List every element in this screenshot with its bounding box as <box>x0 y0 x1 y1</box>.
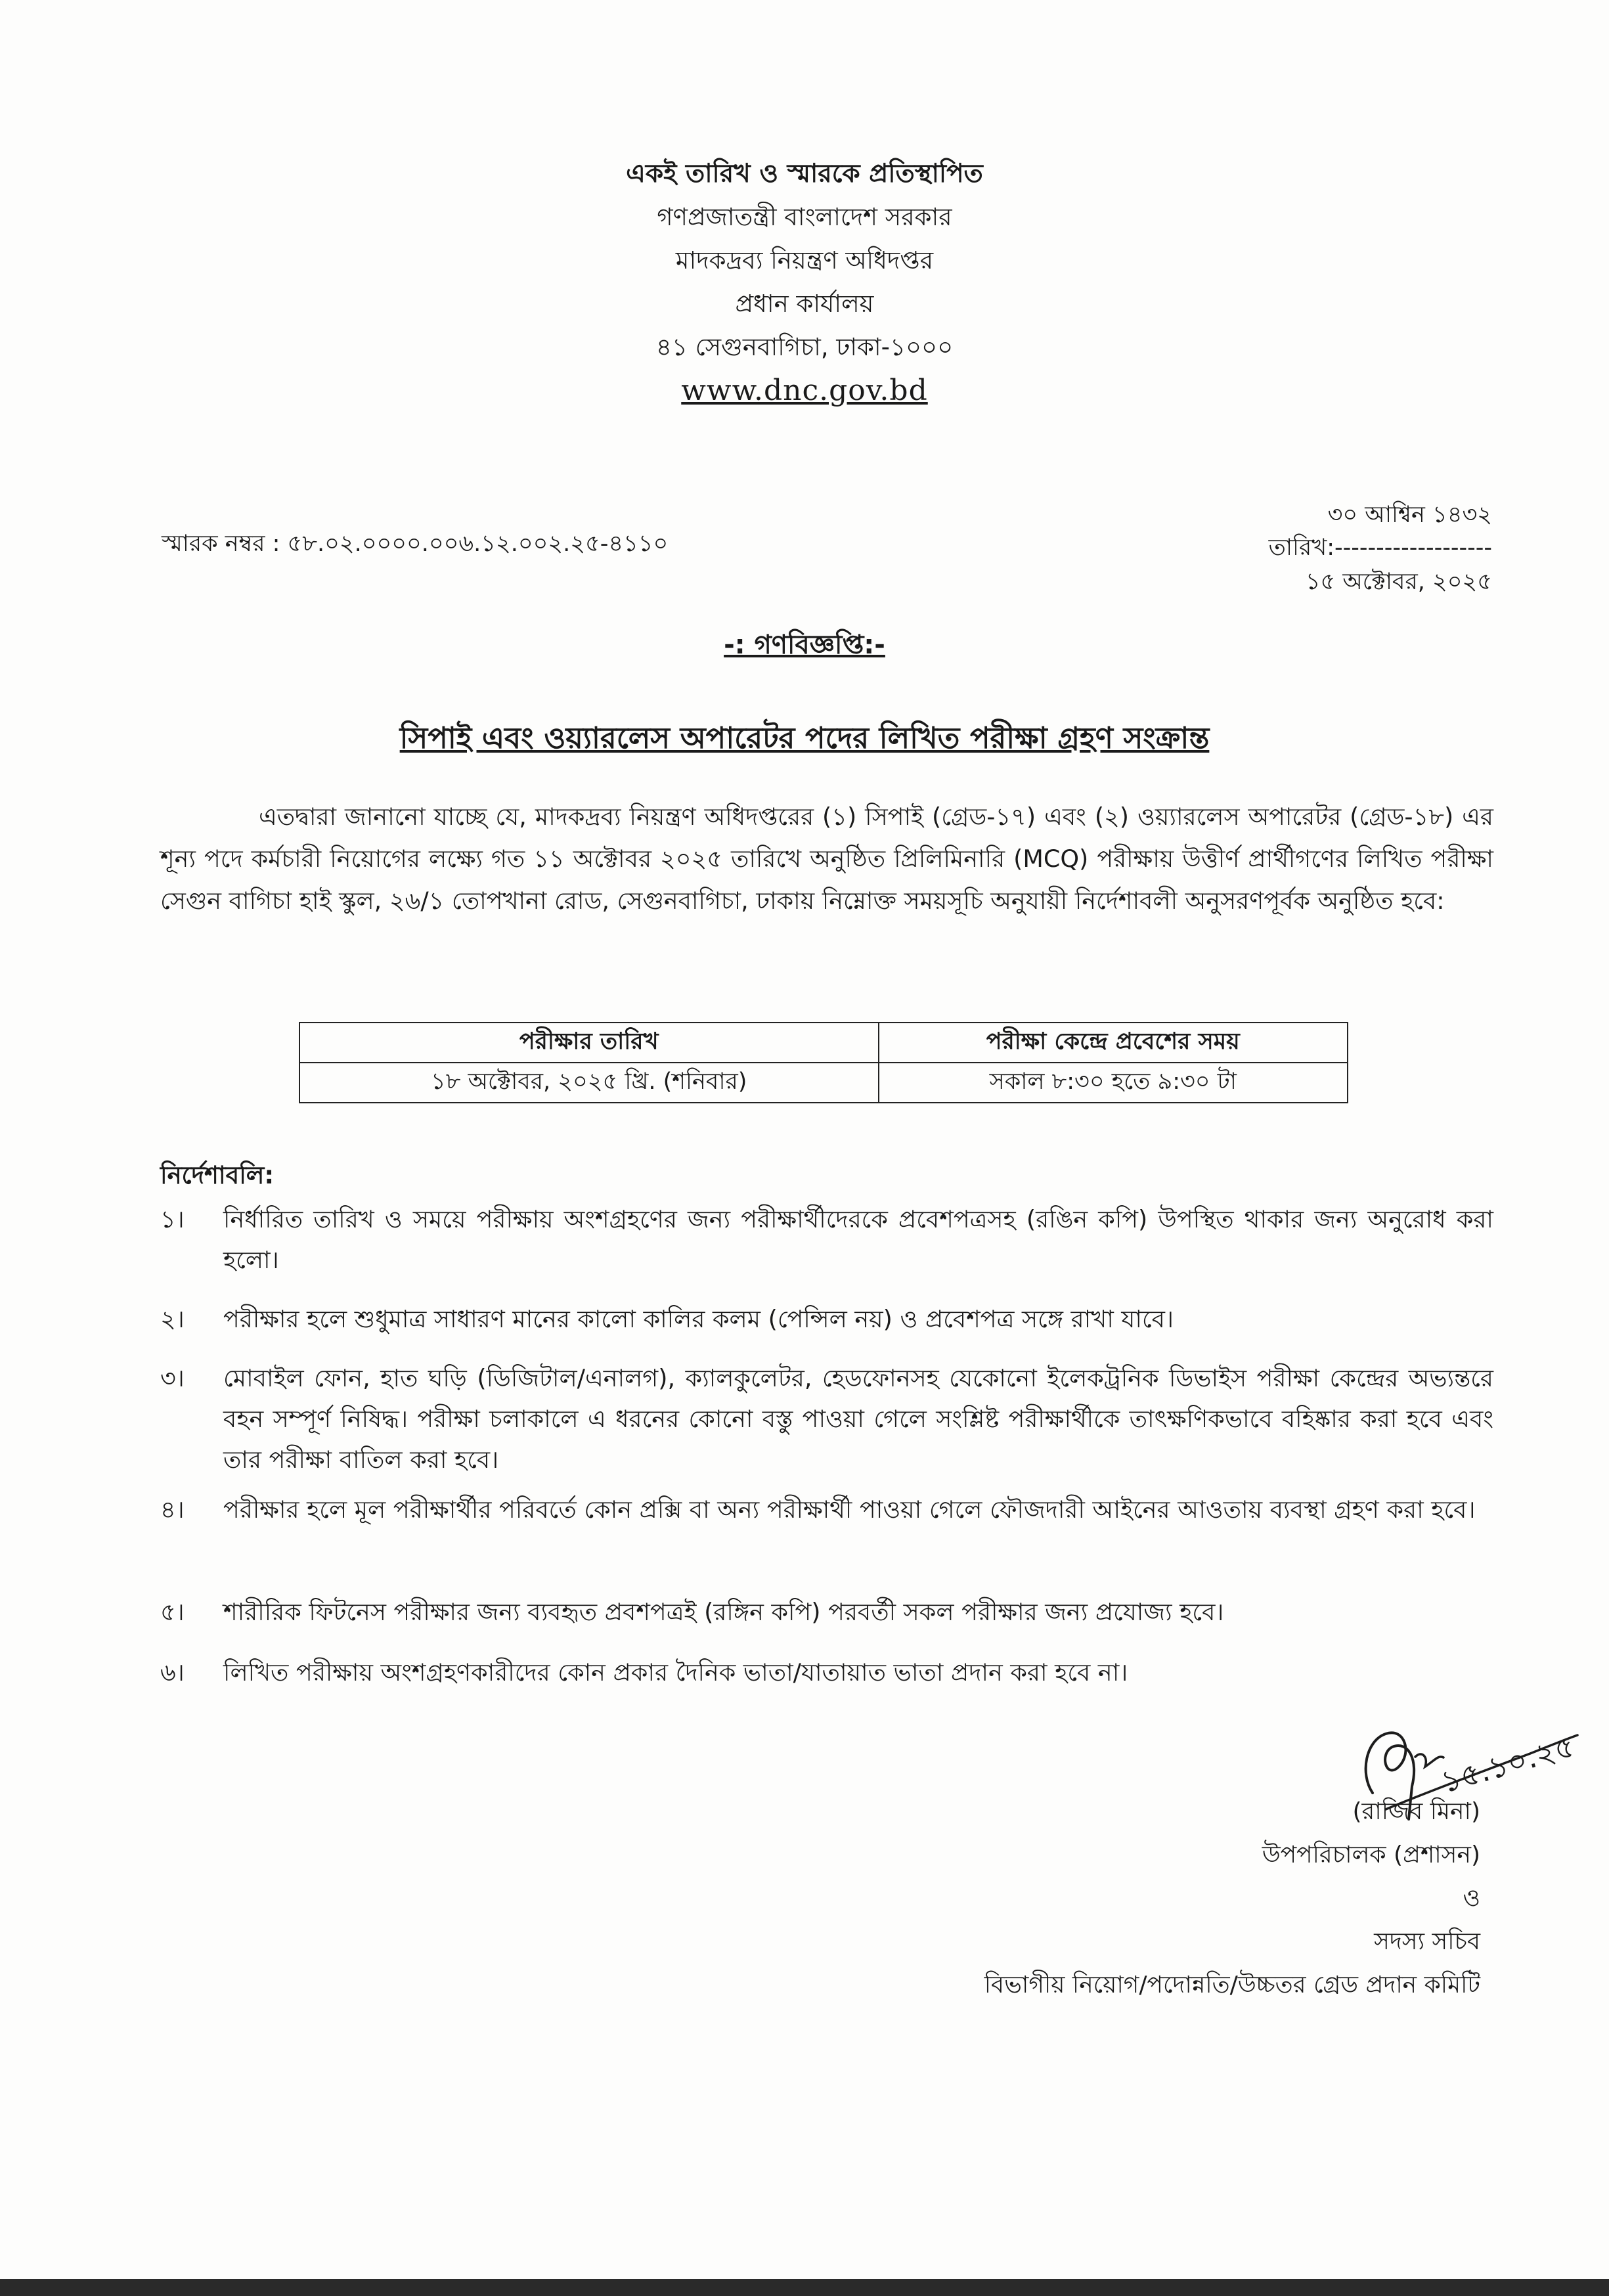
government-name: গণপ্রজাতন্ত্রী বাংলাদেশ সরকার <box>657 203 952 231</box>
exam-date-cell: ১৮ অক্টোবর, ২০২৫ খ্রি. (শনিবার) <box>299 1063 879 1103</box>
instruction-text: নির্ধারিত তারিখ ও সময়ে পরীক্ষায় অংশগ্রহণের জন্য পরীক্ষার্থীদেরকে প্রবেশপত্রসহ (রঙিন কপি) উপস্থিত থাকার জন্য অনুরোধ করা হলো। <box>223 1205 1493 1274</box>
instruction-item <box>160 1199 1493 1281</box>
signatory-role: সদস্য সচিব <box>1374 1928 1480 1955</box>
instruction-item <box>160 1299 1493 1340</box>
instruction-number: ২। <box>160 1305 185 1333</box>
signatory-block <box>984 1790 1480 2007</box>
notice-subject: সিপাই এবং ওয়্যারলেস অপারেটর পদের লিখিত পরীক্ষা গ্রহণ সংক্রান্ত <box>399 720 1210 755</box>
instruction-number: ১। <box>160 1205 185 1233</box>
instruction-text: পরীক্ষার হলে শুধুমাত্র সাধারণ মানের কালো কালির কলম (পেন্সিল নয়) ও প্রবেশপত্র সঙ্গে রাখা যাবে। <box>223 1305 1174 1333</box>
signatory-designation: উপপরিচালক (প্রশাসন) <box>1262 1842 1480 1868</box>
memo-number: স্মারক নম্বর : ৫৮.০২.০০০০.০০৬.১২.০০২.২৫-৪১১০ <box>162 531 669 557</box>
letterhead <box>0 152 1609 412</box>
office-address: ৪১ সেগুনবাগিচা, ঢাকা-১০০০ <box>655 333 954 361</box>
department-name: মাদকদ্রব্য নিয়ন্ত্রণ অধিদপ্তর <box>675 246 934 275</box>
instruction-number: ৬। <box>160 1658 185 1687</box>
table-header-row <box>299 1023 1348 1063</box>
signatory-conjunction: ও <box>1463 1885 1480 1912</box>
instruction-item <box>160 1592 1493 1633</box>
signature-date: ১৫.১০.২৫ <box>1437 1728 1579 1800</box>
instruction-item <box>160 1358 1493 1480</box>
date-label: তারিখ:------------------- <box>1268 535 1492 561</box>
office-name: প্রধান কার্যালয় <box>735 290 874 318</box>
instruction-text: মোবাইল ফোন, হাত ঘড়ি (ডিজিটাল/এনালগ), ক্যালকুলেটর, হেডফোনসহ যেকোনো ইলেকট্রনিক ডিভাইস পরীক্ষা কেন্দ্রের অভ্যন্তরে বহন সম্পূর্ণ নিষিদ্ধ। পরীক্ষা চলাকালে এ ধরনের কোনো বস্তু পাওয়া গেলে সংশ্লিষ্ট পরীক্ষার্থীকে তাৎক্ষণিকভাবে বহিষ্কার করা হবে এবং তার পরীক্ষা বাতিল করা হবে। <box>223 1364 1493 1474</box>
date-english: ১৫ অক্টোবর, ২০২৫ <box>1305 569 1492 595</box>
instruction-text: লিখিত পরীক্ষায় অংশগ্রহণকারীদের কোন প্রকার দৈনিক ভাতা/যাতায়াত ভাতা প্রদান করা হবে না। <box>223 1658 1128 1687</box>
instruction-number: ৪। <box>160 1495 185 1524</box>
schedule-table <box>299 1022 1348 1103</box>
body-paragraph: এতদ্বারা জানানো যাচ্ছে যে, মাদকদ্রব্য নিয়ন্ত্রণ অধিদপ্তরের (১) সিপাই (গ্রেড-১৭) এবং (২) ওয়্যারলেস অপারেটর (গ্রেড-১৮) এর শূন্য পদে কর্মচারী নিয়োগের লক্ষ্যে গত ১১ অক্টোবর ২০২৫ তারিখে অনুষ্ঠিত প্রিলিমিনারি (MCQ) পরীক্ষায় উত্তীর্ণ প্রার্থীগণের লিখিত পরীক্ষা সেগুন বাগিচা হাই স্কুল, ২৬/১ তোপখানা রোড, সেগুনবাগিচা, ঢাকায় নিম্নোক্ত সময়সূচি অনুযায়ী নির্দেশাবলী অনুসরণপূর্বক অনুষ্ঠিত হবে: <box>160 803 1493 915</box>
notice-title: -: গণবিজ্ঞপ্তি:- <box>724 630 885 660</box>
table-header-date: পরীক্ষার তারিখ <box>299 1023 879 1063</box>
instruction-text: পরীক্ষার হলে মূল পরীক্ষার্থীর পরিবর্তে কোন প্রক্সি বা অন্য পরীক্ষার্থী পাওয়া গেলে ফৌজদারী আইনের আওতায় ব্যবস্থা গ্রহণ করা হবে। <box>223 1495 1476 1524</box>
instruction-number: ৫। <box>160 1598 185 1626</box>
instruction-number: ৩। <box>160 1364 185 1392</box>
signatory-committee: বিভাগীয় নিয়োগ/পদোন্নতি/উচ্চতর গ্রেড প্রদান কমিটি <box>984 1972 1480 1998</box>
instruction-item <box>160 1652 1493 1693</box>
table-row <box>299 1063 1348 1103</box>
entry-time-cell: সকাল ৮:৩০ হতে ৯:৩০ টা <box>879 1063 1348 1103</box>
date-bangla: ৩০ আশ্বিন ১৪৩২ <box>1327 502 1492 528</box>
table-header-entry-time: পরীক্ষা কেন্দ্রে প্রবেশের সময় <box>879 1023 1348 1063</box>
signatory-name: (রাজিব মিনা) <box>1352 1798 1480 1825</box>
replaced-note: একই তারিখ ও স্মারকে প্রতিস্থাপিত <box>626 159 983 188</box>
instructions-heading: নির্দেশাবলি: <box>160 1161 275 1189</box>
scan-edge <box>0 2279 1609 2296</box>
website-link[interactable]: www.dnc.gov.bd <box>681 374 928 407</box>
instruction-text: শারীরিক ফিটনেস পরীক্ষার জন্য ব্যবহৃত প্রবশপত্রই (রঙ্গিন কপি) পরবর্তী সকল পরীক্ষার জন্য প্রযোজ্য হবে। <box>223 1598 1224 1626</box>
instruction-item <box>160 1490 1493 1530</box>
